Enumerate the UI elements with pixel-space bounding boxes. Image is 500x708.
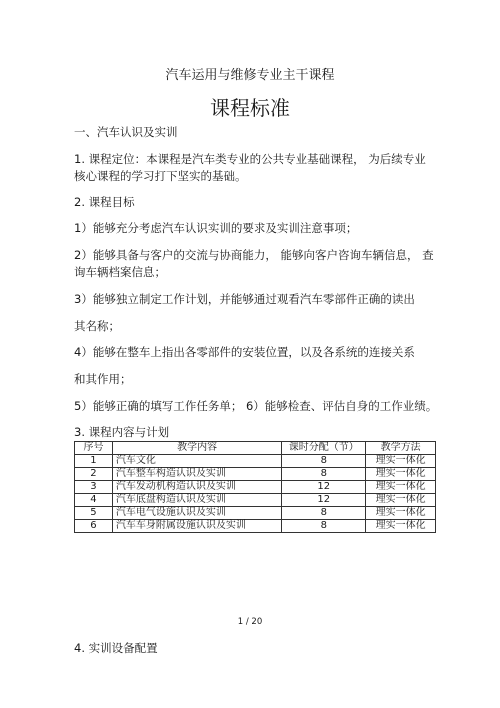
table-header-cell: 教学方法 <box>366 442 436 455</box>
table-cell-method: 理实一体化 <box>366 507 436 520</box>
goal-item-4-line1: 4）能够在整车上指出各零部件的安装位置，以及各系统的连接关系 <box>74 345 415 359</box>
document-title: 课程标准 <box>210 96 290 120</box>
table-cell-method: 理实一体化 <box>366 481 436 494</box>
table-cell-index: 5 <box>75 507 113 520</box>
table-cell-method: 理实一体化 <box>366 455 436 468</box>
course-plan-table <box>74 441 436 533</box>
table-row <box>75 507 436 520</box>
goal-item-3-line1: 3）能够独立制定工作计划，并能够通过观看汽车零部件正确的读出 <box>74 292 415 306</box>
table-header-row <box>75 442 436 455</box>
paragraph-course-position-line1: 1. 课程定位：本课程是汽车类专业的公共专业基础课程， 为后续专业 <box>74 152 426 166</box>
goal-item-1: 1）能够充分考虑汽车认识实训的要求及实训注意事项； <box>74 221 358 235</box>
table-cell-hours: 8 <box>282 455 366 468</box>
table-cell-hours: 8 <box>282 507 366 520</box>
document-subtitle: 汽车运用与维修专业主干课程 <box>165 68 335 83</box>
table-cell-method: 理实一体化 <box>366 520 436 533</box>
table-row <box>75 520 436 533</box>
table-cell-index: 6 <box>75 520 113 533</box>
table-cell-hours: 12 <box>282 494 366 507</box>
table-cell-content: 汽车整车构造认识及实训 <box>112 468 281 481</box>
table-row <box>75 494 436 507</box>
section-heading: 一、汽车认识及实训 <box>74 125 178 139</box>
goal-item-3-line2: 其名称； <box>74 319 120 333</box>
paragraph-course-position-line2: 核心课程的学习打下坚实的基础。 <box>74 169 247 183</box>
table-header-cell: 教学内容 <box>112 442 281 455</box>
goal-item-4-line2: 和其作用； <box>74 372 132 386</box>
paragraph-course-goals-heading: 2. 课程目标 <box>74 195 135 209</box>
table-cell-index: 4 <box>75 494 113 507</box>
goal-item-5-6: 5）能够正确的填写工作任务单； 6）能够检查、评估自身的工作业绩。 <box>74 399 438 413</box>
table-header-cell: 课时分配（节） <box>282 442 366 455</box>
table-row <box>75 468 436 481</box>
table-cell-content: 汽车发动机构造认识及实训 <box>112 481 281 494</box>
table-cell-content: 汽车底盘构造认识及实训 <box>112 494 281 507</box>
table-row <box>75 455 436 468</box>
table-cell-method: 理实一体化 <box>366 468 436 481</box>
goal-item-2-line1: 2）能够具备与客户的交流与协商能力， 能够向客户咨询车辆信息， 查 <box>74 248 434 262</box>
table-cell-content: 汽车文化 <box>112 455 281 468</box>
table-cell-content: 汽车车身附属设施认识及实训 <box>112 520 281 533</box>
table-cell-index: 2 <box>75 468 113 481</box>
table-header-cell: 序号 <box>75 442 113 455</box>
page-number: 1 / 20 <box>237 617 263 627</box>
goal-item-2-line2: 询车辆档案信息； <box>74 265 166 279</box>
table-cell-hours: 8 <box>282 520 366 533</box>
table-cell-hours: 8 <box>282 468 366 481</box>
table-cell-hours: 12 <box>282 481 366 494</box>
paragraph-course-content-heading: 3. 课程内容与计划 <box>74 425 170 439</box>
table-row <box>75 481 436 494</box>
table-cell-content: 汽车电气设施认识及实训 <box>112 507 281 520</box>
table-cell-method: 理实一体化 <box>366 494 436 507</box>
paragraph-equipment-heading: 4. 实训设备配置 <box>74 641 158 655</box>
table-cell-index: 1 <box>75 455 113 468</box>
table-cell-index: 3 <box>75 481 113 494</box>
